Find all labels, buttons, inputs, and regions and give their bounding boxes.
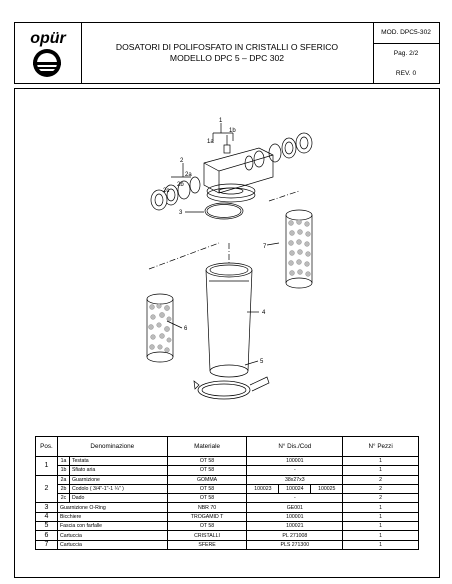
label-4: 4 <box>262 310 266 316</box>
header-code: N° Dis./Cod <box>247 437 343 457</box>
cell-code: 38x27x3 <box>247 475 343 484</box>
cell-material: OT 58 <box>167 484 247 493</box>
table-header-row <box>36 437 419 457</box>
cell-pos: 5 <box>36 522 58 531</box>
cell-sub: 2a <box>57 475 69 484</box>
cell-material: OT 58 <box>167 457 247 466</box>
cell-material: TROGAMID T <box>167 512 247 521</box>
label-5: 5 <box>260 359 264 365</box>
cell-name: Cartuccia <box>57 540 167 549</box>
cell-code: 100021 <box>247 522 343 531</box>
table-row <box>36 466 419 475</box>
table-row <box>36 484 419 493</box>
logo-text: opür <box>30 30 66 47</box>
cell-code: PLS 271300 <box>247 540 343 549</box>
cell-qty: 1 <box>343 531 419 540</box>
model-ref: MOD. DPC5-302 <box>373 23 439 44</box>
label-2c: 2c <box>163 188 170 194</box>
exploded-view-drawing <box>19 93 435 431</box>
cell-material: OT 58 <box>167 494 247 503</box>
cell-name: Sfiato aria <box>69 466 167 475</box>
label-6: 6 <box>184 326 188 332</box>
table-row <box>36 531 419 540</box>
cell-name: Dado <box>69 494 167 503</box>
label-2a: 2a <box>185 172 192 178</box>
cell-material: OT 58 <box>167 466 247 475</box>
table-row <box>36 512 419 521</box>
cell-pos: 7 <box>36 540 58 549</box>
cell-code: 100001 <box>247 512 343 521</box>
table-row <box>36 540 419 549</box>
cell-name: Cartuccia <box>57 531 167 540</box>
table-row <box>36 494 419 503</box>
cell-qty: 1 <box>343 512 419 521</box>
label-7: 7 <box>263 244 267 250</box>
label-2b: 2b <box>177 182 184 188</box>
cell-qty: 1 <box>343 522 419 531</box>
header-material: Materiale <box>167 437 247 457</box>
cell-code: - <box>247 494 343 503</box>
cell-sub: 1a <box>57 457 69 466</box>
document-title <box>81 23 374 83</box>
header-name: Denominazione <box>57 437 167 457</box>
cell-code: PL 271008 <box>247 531 343 540</box>
page-number: Pag. 2/2 <box>393 50 419 57</box>
cell-qty: 1 <box>343 466 419 475</box>
cell-qty: 1 <box>343 503 419 512</box>
header-qty: N° Pezzi <box>343 437 419 457</box>
cell-pos: 3 <box>36 503 58 512</box>
cell-sub: 2c <box>57 494 69 503</box>
cell-name: Codolo ( 3/4"-1"-1 ¼" ) <box>69 484 167 493</box>
label-1: 1 <box>219 118 223 124</box>
cell-qty: 2 <box>343 484 419 493</box>
label-1a: 1a <box>207 139 214 145</box>
document-header <box>14 22 440 84</box>
title-line-1: DOSATORI DI POLIFOSFATO IN CRISTALLI O SFERICO <box>115 42 339 52</box>
code-option: 100023 <box>254 486 272 493</box>
cell-name: Testata <box>69 457 167 466</box>
cell-sub: 2b <box>57 484 69 493</box>
cell-qty: 1 <box>343 457 419 466</box>
cell-name: Fascia con farfalle <box>57 522 167 531</box>
label-2: 2 <box>180 158 184 164</box>
cell-pos: 4 <box>36 512 58 521</box>
cell-qty: 2 <box>343 475 419 484</box>
logo <box>15 23 82 83</box>
code-option: 100025 <box>310 485 342 493</box>
cell-pos: 6 <box>36 531 58 540</box>
table-row <box>36 475 419 484</box>
label-3: 3 <box>179 210 183 216</box>
cell-material: CRISTALLI <box>167 531 247 540</box>
header-pos: Pos. <box>36 437 58 457</box>
cell-name: Bicchiere <box>57 512 167 521</box>
title-line-2: MODELLO DPC 5 – DPC 302 <box>169 53 285 63</box>
cell-material: SFERE <box>167 540 247 549</box>
cell-material: GOMMA <box>167 475 247 484</box>
parts-table <box>35 436 419 550</box>
cell-qty: 2 <box>343 494 419 503</box>
cell-pos: 1 <box>36 457 58 476</box>
table-row <box>36 503 419 512</box>
cell-codes <box>247 484 343 493</box>
cell-pos: 2 <box>36 475 58 503</box>
cell-name: Guarnizione O-Ring <box>57 503 167 512</box>
drawing-sheet <box>14 88 440 578</box>
cell-code: - <box>247 466 343 475</box>
cell-name: Guarnizione <box>69 475 167 484</box>
label-1b: 1b <box>229 128 236 134</box>
revision: REV. 0 <box>395 69 417 77</box>
cell-material: OT 58 <box>167 522 247 531</box>
document-reference <box>373 23 439 83</box>
cell-code: GE001 <box>247 503 343 512</box>
cell-material: NBR 70 <box>167 503 247 512</box>
code-option: 100024 <box>278 485 310 493</box>
cell-qty: 1 <box>343 540 419 549</box>
cell-code: 100001 <box>247 457 343 466</box>
table-row <box>36 522 419 531</box>
cell-sub: 1b <box>57 466 69 475</box>
table-row <box>36 457 419 466</box>
